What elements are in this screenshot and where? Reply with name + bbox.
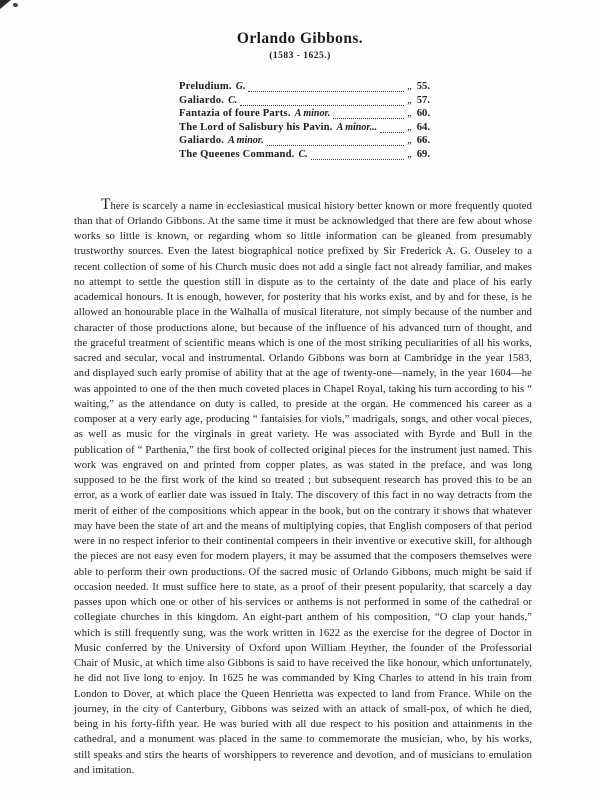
- piece-title: Galiardo.: [179, 94, 225, 106]
- piece-title: Galiardo.: [179, 135, 225, 147]
- ditto-mark: „: [407, 121, 412, 133]
- piece-key: C.: [228, 94, 238, 106]
- piece-key: A minor.: [228, 135, 264, 147]
- piece-title: The Lord of Salisbury his Pavin.: [179, 121, 333, 133]
- page-number: 57.: [416, 94, 430, 106]
- ditto-mark: „: [407, 81, 412, 92]
- page-number: 66.: [416, 135, 430, 147]
- piece-key: C.: [298, 148, 308, 160]
- page-title: Orlando Gibbons.: [236, 30, 364, 47]
- dot-leader: [248, 91, 404, 92]
- ditto-mark: „: [407, 148, 412, 160]
- contents-entry: [179, 149, 430, 163]
- piece-key: G.: [235, 81, 246, 92]
- page-number: 69.: [416, 148, 430, 160]
- contents-entry: [179, 108, 430, 122]
- contents-entry: [179, 122, 430, 136]
- page-number: 64.: [416, 121, 430, 133]
- contents-entry: [179, 95, 430, 109]
- page-number: 60.: [416, 108, 430, 120]
- page-number: 55.: [416, 81, 430, 92]
- scan-artifact-speck: [13, 3, 18, 7]
- body-paragraph: There is scarcely a name in ecclesiastical musical history better known or more frequently quoted than that of Orlando Gibbons. At the same time it must be acknowledged that there are few about whose works so little is known, or regarding whom so little information can be gleaned from presumably trustworthy sources. Even the latest biographical notice prefixed by Sir Frederick A. G. Ouseley to a recent collection of some of his Church music does not add a single fact not already familiar, and makes no attempt to settle the question still in dispute as to the certainty of the date and place of his early academical honours. It is enough, however, for posterity that his works exist, and by and for these, is he allowed an honourable place in the Walhalla of musical literature, not simply because of the number and character of those productions alone, but because of the influence of his advanced turn of thought, and the graceful treatment of scientific means which is one of the most striking peculiarities of all his works, sacred and secular, vocal and instrumental. Orlando Gibbons was born at Cambridge in the year 1583, and displayed such early promise of ability that at the age of twenty-one—namely, in the year 1604—he was appointed to one of the then much coveted places in Chapel Royal, taking his turn according to his “ waiting,” as the attendance on duty is called, to preside at the organ. He commenced his career as a composer at a very early age, producing “ fantaisies for viols,” madrigals, songs, and other vocal pieces, as well as music for the virginals in great variety. He was associated with Byrde and Bull in the publication of “ Parthenia,” the first book of collected original pieces for the instrument just named. This work was engraved on and printed from copper plates, as was stated in the preface, and was long supposed to be the first work of the kind so treated ; but subsequent research has proved this to be an error, as a work of earlier date was issued in Italy. The discovery of this fact in no way detracts from the merit of either of the compositions which appear in the book, but on the contrary it shows that whatever may have been the state of art and the means of multiplying copies, that English composers of that period were in no respect inferior to their continental compeers in their inventive or executive skill, for although the pieces are not easy even for modern players, it may be assumed that the composers themselves were able to perform their own productions. Of the sacred music of Orlando Gibbons, much might be said if occasion needed. It must suffice here to state, as a proof of their present popularity, that scarcely a day passes upon which one or other of his services or anthems is not performed in some of the cathedral or collegiate churches in this kingdom. An eight-part anthem of his composition, “O clap your hands,” which is still frequently sung, was the work written in 1622 as the exercise for the degree of Doctor in Music conferred by the University of Oxford upon William Heyther, the founder of the Professorial Chair of Music, at which time also Gibbons is said to have received the like honour, which unfortunately, he did not live long to enjoy. In 1625 he was commanded by King Charles to attend in his train from London to Dover, at which place the Queen Henrietta was expected to land from France. While on the journey, in the city of Canterbury, Gibbons was seized with an attack of small-pox, of which he died, being in his forty-fifth year. He was buried with all due respect to his position and attainments in the cathedral, and a monument was placed in the same to commemorate the musician, who, by his works, still speaks and stirs the hearts of worshippers to reverence and devotion, and of musicians to emulation and imitation.: [74, 195, 532, 776]
- ditto-mark: „: [407, 135, 412, 147]
- dot-leader: [311, 159, 404, 160]
- dot-leader: [333, 118, 404, 119]
- piece-key: A minor.: [294, 108, 331, 120]
- page-header: [0, 0, 600, 61]
- ditto-mark: „: [407, 94, 412, 106]
- ditto-mark: „: [407, 108, 412, 120]
- piece-title: Fantazia of foure Parts.: [179, 108, 291, 120]
- piece-title: Preludium.: [179, 81, 232, 92]
- contents-entry: [179, 81, 430, 95]
- dot-leader: [267, 145, 404, 146]
- dot-leader: [380, 132, 404, 133]
- dot-leader: [240, 105, 404, 106]
- contents-list: [179, 81, 430, 163]
- contents-entry: [179, 135, 430, 149]
- composer-dates: (1583 - 1625.): [269, 51, 331, 61]
- piece-title: The Queenes Command.: [179, 148, 295, 160]
- piece-key: A minor...: [336, 121, 378, 133]
